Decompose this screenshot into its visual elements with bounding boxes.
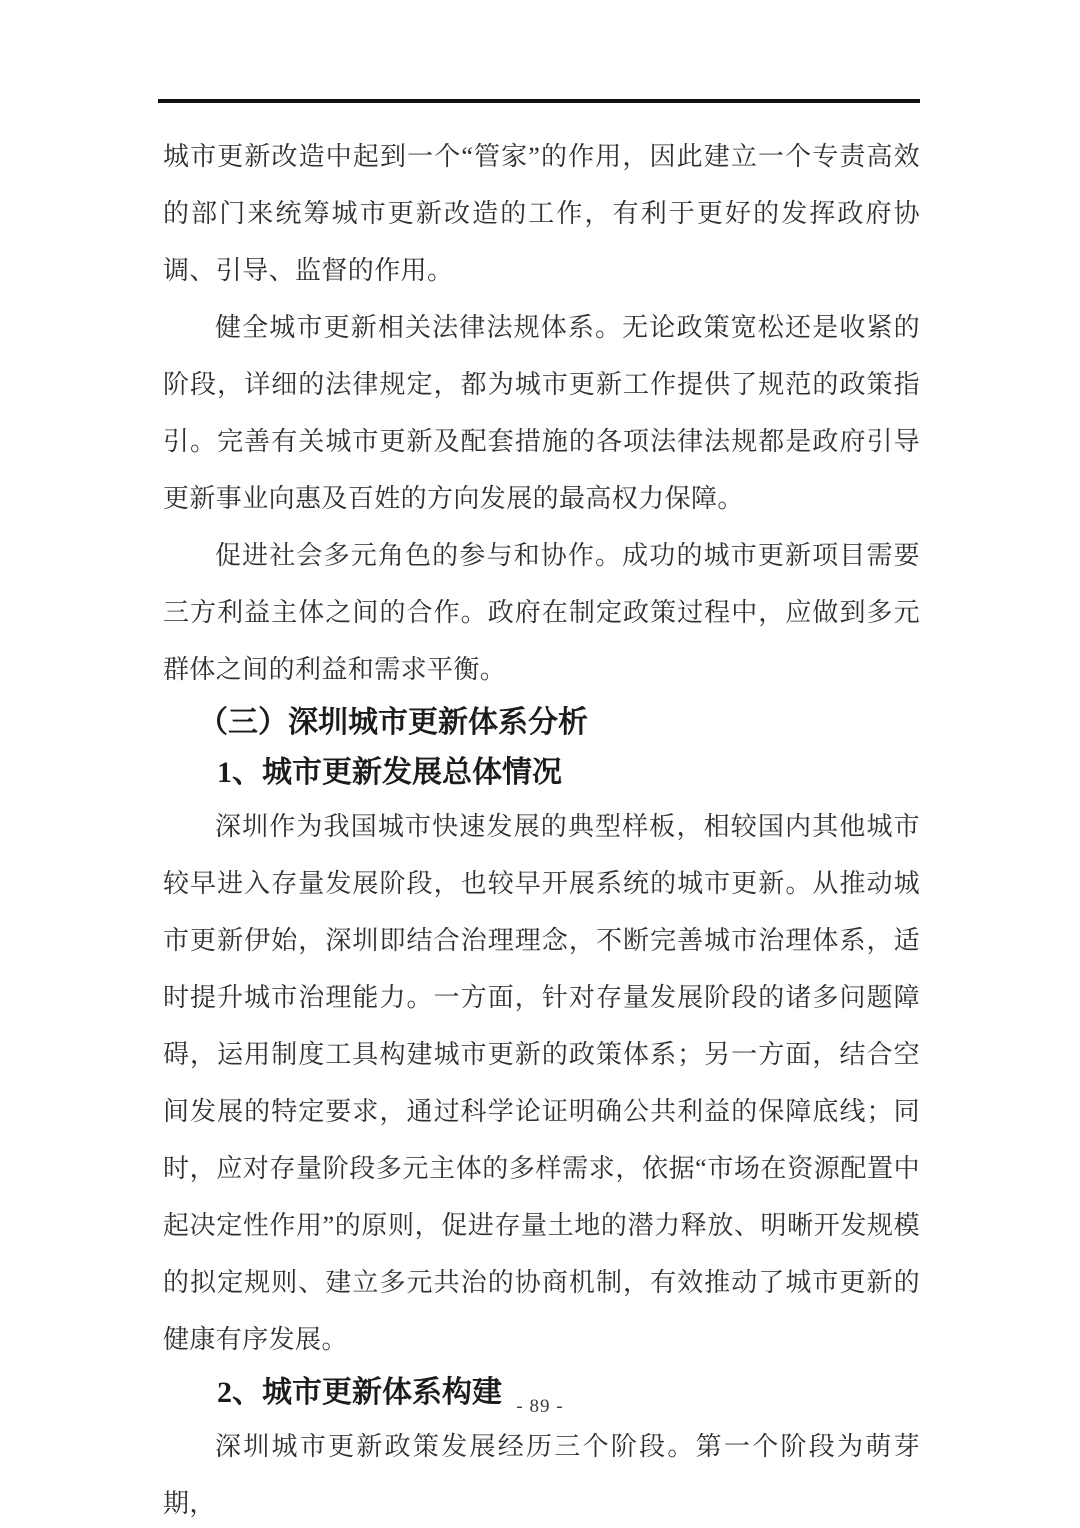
page-number: - 89 - (516, 1396, 564, 1417)
section-heading: （三）深圳城市更新体系分析 (198, 706, 588, 739)
paragraph: 健全城市更新相关法律法规体系。无论政策宽松还是收紧的阶段，详细的法律规定，都为城市更新工作提供了规范的政策指引。完善有关城市更新及配套措施的各项法律法规都是政府引导更新事业向惠及百姓的方向发展的最高权力保障。 (163, 313, 920, 513)
header-rule (158, 99, 920, 103)
paragraph: 深圳城市更新政策发展经历三个阶段。第一个阶段为萌芽期， (163, 1432, 920, 1518)
paragraph: 深圳作为我国城市快速发展的典型样板，相较国内其他城市较早进入存量发展阶段，也较早开展系统的城市更新。从推动城市更新伊始，深圳即结合治理理念，不断完善城市治理体系，适时提升城市治理能力。一方面，针对存量发展阶段的诸多问题障碍，运用制度工具构建城市更新的政策体系；另一方面，结合空间发展的特定要求，通过科学论证明确公共利益的保障底线；同时，应对存量阶段多元主体的多样需求，依据“市场在资源配置中起决定性作用”的原则，促进存量土地的潜力释放、明晰开发规模的拟定规则、建立多元共治的协商机制，有效推动了城市更新的健康有序发展。 (163, 812, 920, 1354)
paragraph: 促进社会多元角色的参与和协作。成功的城市更新项目需要三方利益主体之间的合作。政府在制定政策过程中，应做到多元群体之间的利益和需求平衡。 (163, 541, 920, 684)
section-heading: 1、城市更新发展总体情况 (217, 756, 562, 789)
paragraph: 城市更新改造中起到一个“管家”的作用，因此建立一个专责高效的部门来统筹城市更新改造的工作，有利于更好的发挥政府协调、引导、监督的作用。 (163, 142, 920, 285)
page-content (163, 128, 920, 1528)
section-heading: 2、城市更新体系构建 (217, 1376, 502, 1409)
page-footer (0, 1396, 1080, 1418)
